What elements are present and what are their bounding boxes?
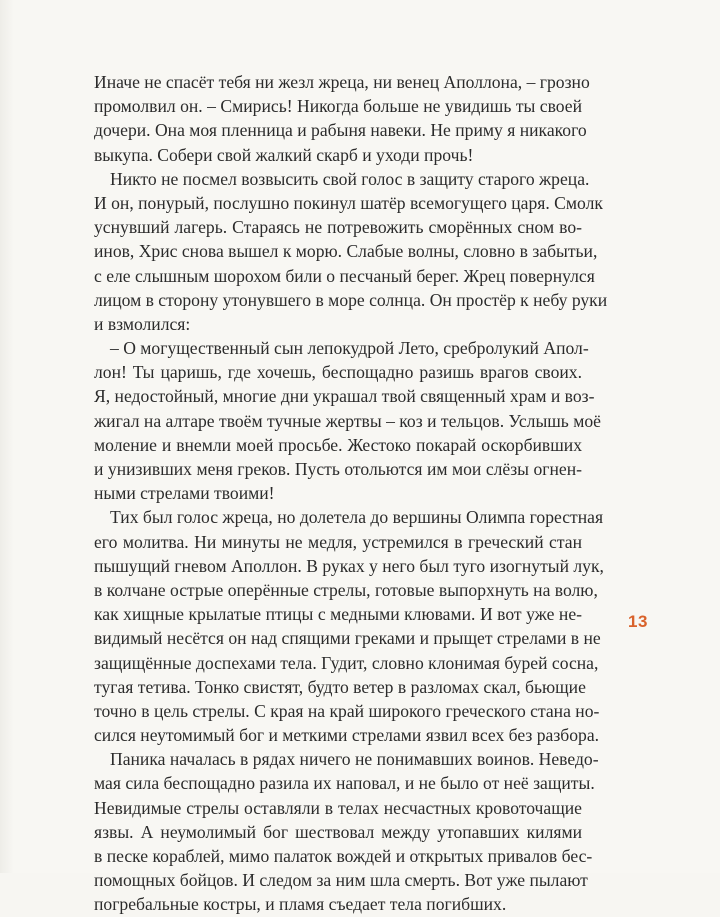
text-line: моление и внемли моей просьбе. Жестоко покарай оскорбивших <box>94 434 582 455</box>
text-line: тугая тетива. Тонко свистят, будто ветер в разломах скал, бьющие <box>94 676 586 697</box>
text-line: Иначе не спасёт тебя ни жезл жреца, ни венец Аполлона, – грозно <box>94 72 590 92</box>
text-line: лицом в сторону утонувшего в море солнца. Он простёр к небу руки <box>94 289 608 310</box>
body-text <box>94 70 608 917</box>
text-line: защищённые доспехами тела. Гудит, словно клонимая бурей сосна, <box>94 652 599 673</box>
text-line: жигал на алтаре твоём тучные жертвы – коз и тельцов. Услышь моё <box>94 410 601 431</box>
text-line: мая сила беспощадно разила их наповал, и не было от неё защиты. <box>94 773 595 794</box>
text-line: лон! Ты царишь, где хочешь, беспощадно разишь врагов своих. <box>94 362 582 383</box>
text-line: Я, недостойный, многие дни украшал твой священный храм и воз- <box>94 386 595 407</box>
text-line: и взмолился: <box>94 313 191 334</box>
text-line: промолвил он. – Смирись! Никогда больше не увидишь ты своей <box>94 96 582 117</box>
text-line: уснувший лагерь. Стараясь не потревожить сморённых сном во- <box>94 217 582 238</box>
text-line: И он, понурый, послушно покинул шатёр всемогущего царя. Смолк <box>94 192 603 213</box>
text-line: как хищные крылатые птицы с медными клювами. И вот уже не- <box>94 604 582 625</box>
text-line: Никто не посмел возвысить свой голос в защиту старого жреца. <box>110 168 590 189</box>
text-line: погребальные костры, и пламя съедает тела погибших. <box>94 894 507 915</box>
text-line: и унизивших меня греков. Пусть отольются им мои слёзы огнен- <box>94 459 582 479</box>
paragraph <box>94 70 590 167</box>
page-number: 13 <box>628 612 648 631</box>
paragraph <box>94 747 599 916</box>
text-line: в песке кораблей, мимо палаток вождей и открытых привалов бес- <box>94 846 593 866</box>
text-line: сился неутомимый бог и меткими стрелами язвил всех без разбора. <box>94 725 600 746</box>
paragraph <box>94 167 608 336</box>
text-line: точно в цель стрелы. С края на край широкого греческого стана но- <box>94 700 600 721</box>
text-line: Тих был голос жреца, но долетела до вершины Олимпа горестная <box>110 507 604 528</box>
text-line: его молитва. Ни минуты не медля, устремился в греческий стан <box>94 531 582 552</box>
text-line: – О могущественный сын лепокудрой Лето, сребролукий Апол- <box>110 338 589 359</box>
text-line: дочери. Она моя пленница и рабыня навеки. Не приму я никакого <box>94 120 587 141</box>
paragraph <box>94 336 601 505</box>
paragraph <box>94 505 604 747</box>
text-line: Невидимые стрелы оставляли в телах несчастных кровоточащие <box>94 797 582 818</box>
text-line: выкупа. Собери свой жалкий скарб и уходи прочь! <box>94 144 474 165</box>
text-line: ными стрелами твоими! <box>94 483 275 504</box>
text-line: видимый несётся он над спящими греками и прыщет стрелами в не <box>94 628 601 649</box>
text-line: инов, Хрис снова вышел к морю. Слабые волны, словно в забытьи, <box>94 241 598 262</box>
text-line: помощных бойцов. И следом за ним шла смерть. Вот уже пылают <box>94 870 588 891</box>
text-line: Паника началась в рядах ничего не понимавших воинов. Неведо- <box>110 749 599 770</box>
text-line: с еле слышным шорохом били о песчаный берег. Жрец повернулся <box>94 265 595 286</box>
text-line: язвы. А неумолимый бог шествовал между утопавших килями <box>94 821 582 842</box>
text-line: пышущий гневом Аполлон. В руках у него был туго изогнутый лук, <box>94 555 604 576</box>
text-line: в колчане острые оперённые стрелы, готовые выпорхнуть на волю, <box>94 579 598 600</box>
